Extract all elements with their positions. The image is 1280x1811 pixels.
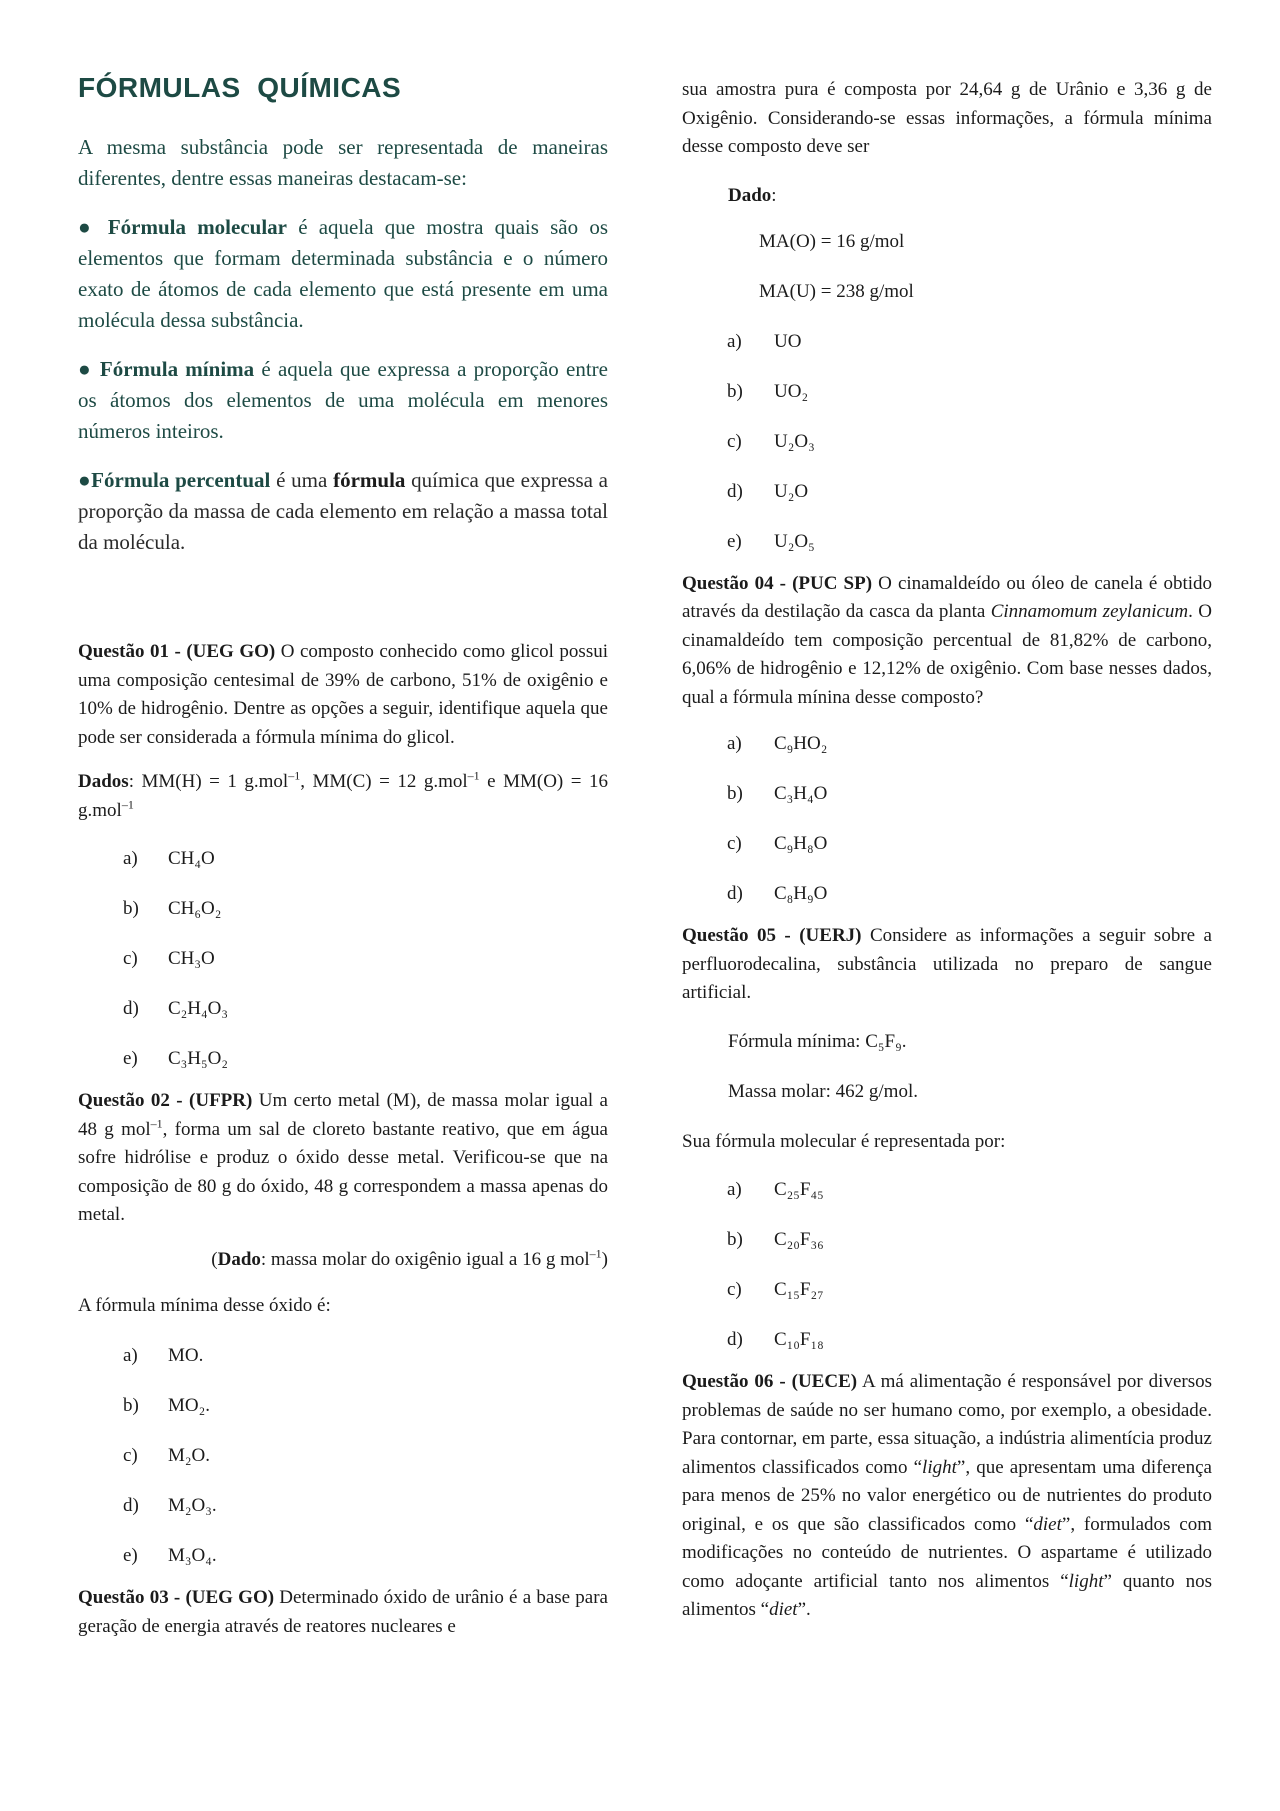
sup-mol-m: –1 xyxy=(150,1116,163,1131)
option-q2-d[interactable] xyxy=(78,1492,608,1542)
paren-open: ( xyxy=(211,1248,218,1270)
option-letter: e) xyxy=(123,1048,138,1069)
option-q5-c[interactable] xyxy=(682,1276,1212,1326)
option-q3-c[interactable] xyxy=(682,428,1212,478)
question-02 xyxy=(78,1087,608,1230)
option-letter: d) xyxy=(123,998,139,1019)
option-text: M₂O. xyxy=(168,1445,210,1466)
dados-mm-h: : MM(H) = 1 g.mol xyxy=(128,771,289,792)
question-01 xyxy=(78,638,608,752)
question-01-text: O composto conhecido como glicol possui uma composição centesimal de 39% de carbono, 51% de oxigênio e 10% de hidrogênio. Dentre as opções a seguir, identifique aquela que pode ser considerada a fórmula mínima do glicol. xyxy=(78,641,608,748)
option-text: C₉H₈O xyxy=(774,833,828,854)
definition-percentual xyxy=(78,465,608,558)
intro-paragraph: A mesma substância pode ser representada de maneiras diferentes, dentre essas maneiras destacam-se: xyxy=(78,135,608,190)
option-q2-c[interactable] xyxy=(78,1442,608,1492)
option-letter: b) xyxy=(727,380,743,402)
question-02-options xyxy=(78,1342,608,1584)
question-03-continued: sua amostra pura é composta por 24,64 g de Urânio e 3,36 g de Oxigênio. Considerando-se essas informações, a fórmula mínima desse composto deve ser xyxy=(682,79,1212,157)
question-05-header: Questão 05 - (UERJ) xyxy=(682,925,862,946)
question-04-species: Cinnamomum zeylanicum xyxy=(990,601,1189,622)
question-02-dado-label: Dado xyxy=(217,1248,261,1270)
question-04-header: Questão 04 - (PUC SP) xyxy=(682,572,873,594)
question-05-formula: Fórmula mínima: C₅F₉. xyxy=(728,1030,907,1052)
question-03-text: Determinado óxido de urânio é a base para geração de energia através de reatores nucleares e xyxy=(78,1587,608,1637)
question-02-text-b: , forma um sal de cloreto bastante reativo, que em água sofre hidrólise e produz o óxido desse metal. Verificou-se que na composição de 80 g do óxido, 48 g correspondem a massa apenas do metal. xyxy=(78,1118,608,1225)
definition-percentual-term: ●Fórmula percentual xyxy=(78,468,271,492)
question-05-text: Considere as informações a seguir sobre a perfluorodecalina, substância utilizada no preparo de sangue artificial. xyxy=(682,925,1212,1003)
question-05-options xyxy=(682,1176,1212,1368)
question-06-text-d: ” quanto nos alimentos “ xyxy=(682,1570,1212,1620)
option-text: C₂H₄O₃ xyxy=(168,998,228,1019)
question-02-text-a: Um certo metal (M), de massa molar igual a 48 g mol xyxy=(78,1090,608,1140)
question-03-header: Questão 03 - (UEG GO) xyxy=(78,1587,275,1608)
option-q3-a[interactable] xyxy=(682,328,1212,378)
option-q5-d[interactable] xyxy=(682,1326,1212,1368)
option-text: CH₃O xyxy=(168,948,215,969)
definition-percentual-text: química que expressa a proporção da massa de cada elemento em relação a massa total da molécula. xyxy=(78,468,609,554)
definition-minima xyxy=(78,354,608,447)
option-letter: b) xyxy=(727,1229,743,1250)
dados-mm-c: , MM(C) = 12 g.mol xyxy=(300,771,468,792)
left-column xyxy=(78,72,608,1657)
option-text: MO. xyxy=(168,1345,204,1366)
question-01-dados-label: Dados xyxy=(78,771,129,792)
option-letter: b) xyxy=(123,898,139,919)
option-q1-a[interactable] xyxy=(78,845,608,895)
question-01-header: Questão 01 - (UEG GO) xyxy=(78,641,276,662)
option-q1-d[interactable] xyxy=(78,995,608,1045)
option-q1-b[interactable] xyxy=(78,895,608,945)
definition-molecular-text: é aquela que mostra quais são os elementos que formam determinada substância e o número exato de átomos de cada elemento que está presente em uma molécula dessa substância. xyxy=(78,215,608,332)
option-letter: b) xyxy=(123,1395,139,1416)
question-05-prompt: Sua fórmula molecular é representada por: xyxy=(682,1130,1006,1152)
option-letter: d) xyxy=(727,1329,743,1350)
definition-percentual-mid: é uma xyxy=(270,468,334,492)
option-q2-e[interactable] xyxy=(78,1542,608,1584)
option-q1-c[interactable] xyxy=(78,945,608,995)
option-q2-a[interactable] xyxy=(78,1342,608,1392)
option-q3-b[interactable] xyxy=(682,378,1212,428)
option-q4-a[interactable] xyxy=(682,730,1212,780)
option-letter: c) xyxy=(727,833,742,854)
paren-close: ) xyxy=(601,1248,608,1270)
definition-molecular xyxy=(78,212,608,336)
question-05 xyxy=(682,922,1212,1008)
option-text: C₃H₅O₂ xyxy=(168,1048,228,1069)
definition-percentual-bold: fórmula xyxy=(333,468,406,492)
term-diet-2: diet xyxy=(769,1599,798,1620)
question-06-text-c: ”, formulados com modificações no conteúdo de nutrientes. O aspartame é utilizado como adoçante artificial tanto nos alimentos “ xyxy=(682,1513,1212,1592)
option-letter: c) xyxy=(727,1279,742,1300)
option-q5-b[interactable] xyxy=(682,1226,1212,1276)
option-q1-e[interactable] xyxy=(78,1045,608,1087)
question-04-text-a: O cinamaldeído ou óleo de canela é obtido através da destilação da casca da planta xyxy=(682,572,1212,622)
question-04-options xyxy=(682,730,1212,922)
option-letter: b) xyxy=(727,783,743,804)
option-text: CH₄O xyxy=(168,848,215,869)
option-letter: a) xyxy=(727,1179,742,1200)
option-text: U₂O₃ xyxy=(774,430,815,452)
page-title: FÓRMULAS QUÍMICAS xyxy=(78,72,402,103)
option-text: CH₆O₂ xyxy=(168,898,222,919)
option-text: U₂O xyxy=(774,480,809,502)
definition-minima-text: é aquela que expressa a proporção entre os átomos dos elementos de uma molécula em menores números inteiros. xyxy=(78,357,608,443)
question-02-dado-text: : massa molar do oxigênio igual a 16 g mol xyxy=(260,1248,590,1270)
sup-mol-o: –1 xyxy=(121,797,134,812)
option-letter: a) xyxy=(123,1345,138,1366)
option-text: U₂O₅ xyxy=(774,530,815,552)
question-06-text-a: A má alimentação é responsável por diversos problemas de saúde no ser humano como, por exemplo, a obesidade. Para contornar, em parte, essa situação, a indústria alimentícia produz alimentos classificados como “ xyxy=(682,1371,1212,1478)
question-06-text-b: ”, que apresentam uma diferença para menos de 25% no valor energético ou de nutrientes do produto original, e os que são classificados como “ xyxy=(682,1456,1212,1535)
option-text: C₉HO₂ xyxy=(774,733,828,754)
definition-minima-term: ● Fórmula mínima xyxy=(78,357,255,381)
option-text: C₁₀F₁₈ xyxy=(774,1329,824,1350)
definition-molecular-term: ● Fórmula molecular xyxy=(78,215,287,239)
option-letter: c) xyxy=(727,430,742,452)
option-q5-a[interactable] xyxy=(682,1176,1212,1226)
question-03-options xyxy=(682,328,1212,570)
option-text: C₃H₄O xyxy=(774,783,828,804)
option-text: UO₂ xyxy=(774,380,809,402)
question-06-header: Questão 06 - (UECE) xyxy=(682,1371,858,1392)
option-text: C₁₅F₂₇ xyxy=(774,1279,824,1300)
question-03-ma-o: MA(O) = 16 g/mol xyxy=(759,230,905,252)
option-letter: c) xyxy=(123,1445,138,1466)
question-05-mass: Massa molar: 462 g/mol. xyxy=(728,1080,918,1102)
option-q2-b[interactable] xyxy=(78,1392,608,1442)
question-04 xyxy=(682,570,1212,713)
option-q4-c[interactable] xyxy=(682,830,1212,880)
question-04-text-b: . O cinamaldeído tem composição percentual de 81,82% de carbono, 6,06% de hidrogênio e 12,12% de oxigênio. Com base nesses dados, qual a fórmula mínina desse composto? xyxy=(682,601,1212,708)
option-text: C₈H₉O xyxy=(774,883,828,904)
option-letter: d) xyxy=(123,1495,139,1516)
option-text: MO₂. xyxy=(168,1395,210,1416)
question-02-dado xyxy=(78,1246,608,1274)
question-02-prompt: A fórmula mínima desse óxido é: xyxy=(78,1294,331,1316)
option-q3-d[interactable] xyxy=(682,478,1212,528)
option-letter: e) xyxy=(123,1545,138,1566)
question-03 xyxy=(78,1584,608,1641)
term-light: light xyxy=(922,1456,957,1478)
question-03-dado-label: Dado xyxy=(728,184,772,206)
option-text: UO xyxy=(774,330,802,352)
option-letter: a) xyxy=(727,733,742,754)
dados-mm-o: e MM(O) = 16 g.mol xyxy=(78,771,608,821)
option-letter: c) xyxy=(123,948,138,969)
option-letter: d) xyxy=(727,480,743,502)
option-q4-b[interactable] xyxy=(682,780,1212,830)
option-text: C₂₅F₄₅ xyxy=(774,1179,824,1200)
question-06 xyxy=(682,1368,1212,1625)
option-letter: a) xyxy=(123,848,138,869)
right-column xyxy=(682,72,1212,1641)
option-q3-e[interactable] xyxy=(682,528,1212,570)
option-text: C₂₀F₃₆ xyxy=(774,1229,824,1250)
question-03-ma-u: MA(U) = 238 g/mol xyxy=(759,280,914,302)
question-01-dados xyxy=(78,768,608,825)
question-06-text-e: ”. xyxy=(797,1599,811,1620)
question-01-options xyxy=(78,845,608,1087)
sup-mol-ox: –1 xyxy=(589,1246,602,1261)
option-text: M₂O₃. xyxy=(168,1495,217,1516)
sup-mol-c: –1 xyxy=(467,768,480,783)
question-02-header: Questão 02 - (UFPR) xyxy=(78,1090,253,1111)
option-letter: a) xyxy=(727,330,742,352)
option-text: M₃O₄. xyxy=(168,1545,217,1566)
term-light-2: light xyxy=(1068,1570,1104,1592)
question-03-dado xyxy=(682,182,1212,228)
question-03-dado-colon: : xyxy=(771,184,777,206)
term-diet: diet xyxy=(1033,1513,1062,1535)
option-q4-d[interactable] xyxy=(682,880,1212,922)
option-letter: d) xyxy=(727,883,743,904)
sup-mol-h: –1 xyxy=(288,768,301,783)
option-letter: e) xyxy=(727,530,742,552)
